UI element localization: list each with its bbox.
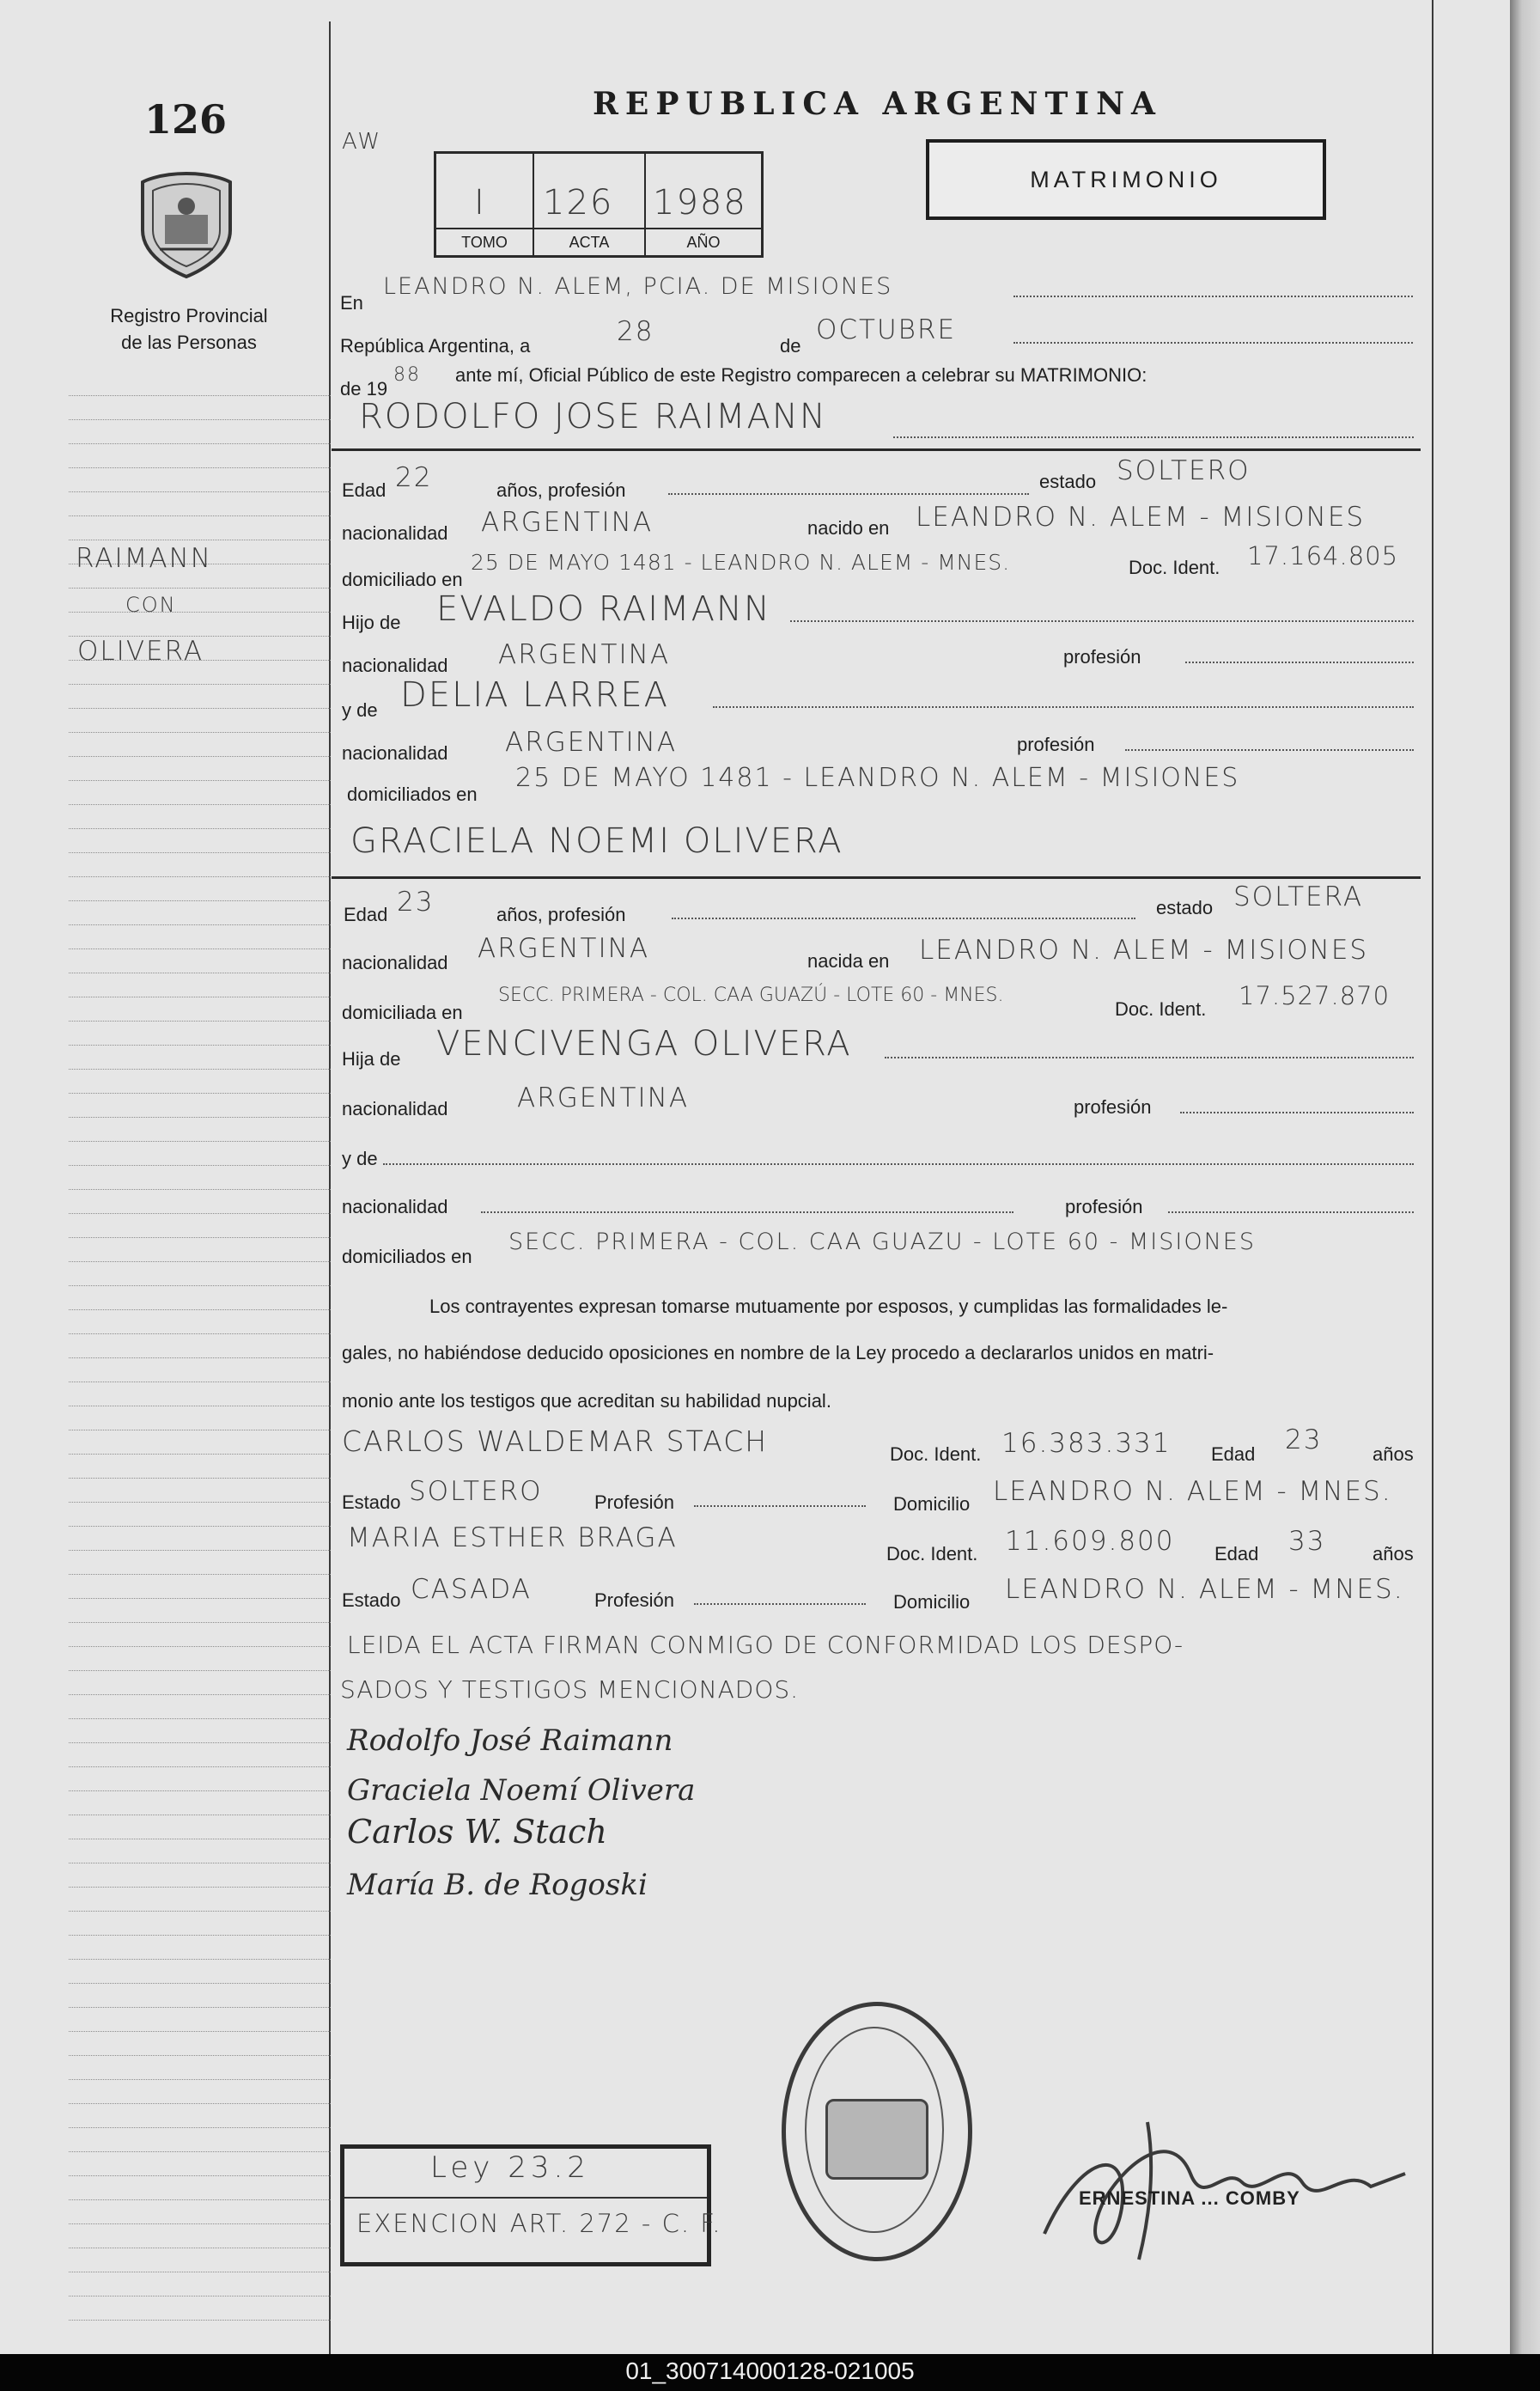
margin-rule-line [69, 467, 331, 468]
margin-rule-line [69, 1357, 331, 1358]
declaration-line-2: gales, no habiéndose deducido oposiciones en nombre de la Ley procedo a declararlos unidos en matri- [342, 1342, 1214, 1363]
margin-rule-line [69, 1333, 331, 1334]
margin-rule-line [69, 2127, 331, 2128]
margin-rule-line [69, 1093, 331, 1094]
groom-padres-dom: 25 DE MAYO 1481 - LEANDRO N. ALEM - MISIONES [515, 763, 1240, 793]
bride-domicilio: SECC. PRIMERA - COL. CAA GUAZÚ - LOTE 60 - MNES. [498, 985, 1004, 1006]
exemption-stamp [340, 2144, 722, 2266]
margin-rule-line [69, 1309, 331, 1310]
act-day: 28 [617, 316, 654, 347]
signature-bride: Graciela Noemí Olivera [347, 1773, 696, 1808]
registry-name [77, 302, 301, 356]
groom-padre-prof-label: profesión [1063, 646, 1141, 668]
margin-rule-line [69, 1598, 331, 1599]
declaration-line-1: Los contrayentes expresan tomarse mutuamente por esposos, y cumplidas las formalidades le- [429, 1296, 1228, 1317]
witness-2-anos-label: años [1373, 1543, 1414, 1565]
footer-bar [0, 2354, 1540, 2391]
witness-2-domicilio: LEANDRO N. ALEM - MNES. [1005, 1574, 1404, 1605]
bride-estado-label: estado [1156, 897, 1214, 918]
anio-label: AÑO [686, 234, 721, 251]
margin-rule-line [69, 828, 331, 829]
groom-dom-label: domiciliado en [342, 569, 463, 590]
groom-nacido-label: nacido en [807, 517, 890, 539]
bride-padres-dom: SECC. PRIMERA - COL. CAA GUAZU - LOTE 60 - MISIONES [508, 1229, 1256, 1255]
groom-nacionalidad: ARGENTINA [481, 507, 654, 538]
bride-edad-label: Edad [344, 904, 388, 925]
witness-1-anos-label: años [1373, 1443, 1414, 1465]
groom-madre-nac: ARGENTINA [505, 727, 678, 758]
margin-surname-2: OLIVERA [77, 636, 204, 667]
margin-rule-line [69, 852, 331, 853]
bride-doc: 17.527.870 [1239, 981, 1391, 1010]
margin-rule-line [69, 1021, 331, 1022]
margin-rule-line [69, 804, 331, 805]
groom-madre: DELIA LARREA [400, 675, 670, 715]
margin-rule-line [69, 1742, 331, 1743]
margin-rule-line [69, 612, 331, 613]
margin-rule-line [69, 948, 331, 949]
groom-anos-label: años, profesión [496, 479, 626, 501]
groom-hijo-label: Hijo de [342, 612, 401, 633]
margin-con: CON [125, 593, 177, 617]
provincial-seal-icon [136, 170, 237, 280]
margin-rule-line [69, 2223, 331, 2224]
groom-edad: 22 [395, 462, 433, 493]
margin-rule-line [69, 588, 331, 589]
act-year: 88 [393, 364, 421, 386]
margin-rule-line [69, 1718, 331, 1719]
margin-rule-line [69, 1935, 331, 1936]
groom-doms-label: domiciliados en [347, 784, 478, 805]
bride-padre-prof-label: profesión [1074, 1096, 1152, 1118]
groom-estado: SOLTERO [1117, 455, 1251, 486]
act-reference-box [434, 151, 764, 258]
bride-name: GRACIELA NOEMI OLIVERA [350, 821, 843, 861]
margin-rule-line [69, 2079, 331, 2080]
groom-nacido: LEANDRO N. ALEM - MISIONES [916, 502, 1366, 533]
groom-estado-label: estado [1039, 471, 1097, 492]
groom-padre: EVALDO RAIMANN [436, 589, 771, 629]
groom-padre-nac-label: nacionalidad [342, 655, 448, 676]
witness-1-dom-label: Domicilio [893, 1493, 971, 1515]
bride-padre-nac-label: nacionalidad [342, 1098, 448, 1119]
groom-edad-label: Edad [342, 479, 387, 501]
tomo-value: I [474, 183, 486, 223]
bride-nacida-label: nacida en [807, 950, 890, 972]
signature-witness-1: Carlos W. Stach [347, 1813, 607, 1851]
officer-stamp-name: ERNESTINA ... COMBY [1079, 2187, 1300, 2209]
witness-2-dom-label: Domicilio [893, 1591, 971, 1613]
bride-anos-label: años, profesión [496, 904, 626, 925]
margin-rule-line [69, 1189, 331, 1190]
bride-madre-nac-label: nacionalidad [342, 1196, 448, 1217]
left-margin-rule [329, 21, 331, 2354]
margin-rule-line [69, 2175, 331, 2176]
exemption-article: EXENCION ART. 272 - C. F. [356, 2209, 722, 2238]
margin-surname-1: RAIMANN [76, 543, 212, 574]
act-type-box [926, 139, 1326, 220]
groom-nac-label: nacionalidad [342, 522, 448, 544]
margin-rule-line [69, 1069, 331, 1070]
margin-rule-line [69, 684, 331, 685]
margin-rule-line [69, 876, 331, 877]
margin-rule-line [69, 1790, 331, 1791]
witness-1-doc-label: Doc. Ident. [890, 1443, 982, 1465]
tomo-label: TOMO [461, 234, 508, 251]
margin-rule-line [69, 1670, 331, 1671]
witness-1-estado: SOLTERO [409, 1476, 543, 1507]
witness-1-estado-label: Estado [342, 1491, 401, 1513]
bride-nacionalidad: ARGENTINA [478, 933, 650, 964]
bride-dom-label: domiciliada en [342, 1002, 463, 1023]
bride-doc-label: Doc. Ident. [1115, 998, 1207, 1020]
act-month: OCTUBRE [816, 314, 957, 345]
margin-rule-line [69, 1887, 331, 1888]
registry-line-1: Registro Provincial [110, 305, 268, 326]
margin-rule-line [69, 1694, 331, 1695]
witness-2-doc: 11.609.800 [1005, 1526, 1175, 1557]
groom-doc-label: Doc. Ident. [1129, 557, 1220, 578]
groom-yde-label: y de [342, 699, 378, 721]
margin-rule-line [69, 924, 331, 925]
groom-madre-prof-label: profesión [1017, 734, 1095, 755]
groom-madre-nac-label: nacionalidad [342, 742, 448, 764]
margin-rule-line [69, 2007, 331, 2008]
bride-padre: VENCIVENGA OLIVERA [436, 1024, 852, 1064]
exemption-law: Ley 23.2 [430, 2150, 590, 2185]
groom-name: RODOLFO JOSE RAIMANN [359, 397, 827, 436]
margin-rule-line [69, 2031, 331, 2032]
closing-line-2: SADOS Y TESTIGOS MENCIONADOS. [340, 1675, 800, 1704]
republica-label: República Argentina, a [340, 335, 531, 357]
bride-yde-label: y de [342, 1148, 378, 1169]
margin-rule-line [69, 1646, 331, 1647]
margin-rule-line [69, 2320, 331, 2321]
ante-text: ante mí, Oficial Público de este Registro comparecen a celebrar su MATRIMONIO: [455, 364, 1147, 386]
margin-rule-line [69, 1165, 331, 1166]
margin-rule-line [69, 1141, 331, 1142]
bride-doms-label: domiciliados en [342, 1246, 472, 1267]
registry-line-2: de las Personas [121, 332, 257, 353]
witness-2-edad-label: Edad [1214, 1543, 1259, 1565]
margin-rule-line [69, 1983, 331, 1984]
country-title: REPUBLICA ARGENTINA [593, 86, 1162, 122]
witness-2-estado: CASADA [411, 1574, 532, 1605]
acta-label: ACTA [569, 234, 610, 251]
margin-rule-line [69, 2103, 331, 2104]
de-label: de [780, 335, 801, 357]
margin-rule-line [69, 1117, 331, 1118]
margin-rule-line [69, 756, 331, 757]
margin-rule-line [69, 708, 331, 709]
en-label: En [340, 292, 363, 314]
margin-rule-line [69, 1526, 331, 1527]
bride-estado: SOLTERA [1233, 881, 1364, 912]
witness-1-prof-label: Profesión [594, 1491, 674, 1513]
page-number: 126 [144, 96, 228, 143]
right-margin-rule [1432, 0, 1433, 2354]
witness-1-name: CARLOS WALDEMAR STACH [342, 1424, 769, 1458]
anio-value: 1988 [653, 183, 747, 223]
margin-rule-line [69, 780, 331, 781]
witness-1-edad-label: Edad [1211, 1443, 1256, 1465]
margin-rule-line [69, 443, 331, 444]
margin-rule-line [69, 395, 331, 396]
witness-1-domicilio: LEANDRO N. ALEM - MNES. [993, 1476, 1392, 1507]
bride-nacida: LEANDRO N. ALEM - MISIONES [919, 935, 1369, 966]
witness-2-estado-label: Estado [342, 1589, 401, 1611]
margin-rule-line [69, 2151, 331, 2152]
witness-2-name: MARIA ESTHER BRAGA [347, 1522, 678, 1553]
officer-signature-icon [1027, 2105, 1422, 2277]
margin-rule-line [69, 1454, 331, 1455]
declaration-line-3: monio ante los testigos que acreditan su habilidad nupcial. [342, 1390, 831, 1412]
binding-edge [1510, 0, 1540, 2354]
official-oval-seal-icon [782, 2002, 972, 2261]
margin-rule-line [69, 1622, 331, 1623]
acta-value: 126 [543, 183, 614, 223]
margin-rule-line [69, 1285, 331, 1286]
margin-rule-line [69, 1502, 331, 1503]
groom-padre-nac: ARGENTINA [498, 639, 671, 670]
witness-1-doc: 16.383.331 [1001, 1428, 1172, 1459]
margin-rule-line [69, 1045, 331, 1046]
margin-rule-line [69, 1478, 331, 1479]
act-type-label: MATRIMONIO [1030, 167, 1222, 192]
signature-witness-2: María B. de Rogoski [347, 1868, 648, 1902]
reviewer-initials: AW [342, 129, 382, 155]
bride-edad: 23 [397, 887, 435, 918]
de19-label: de 19 [340, 378, 388, 400]
margin-rule-line [69, 2055, 331, 2056]
witness-2-edad: 33 [1288, 1526, 1326, 1557]
margin-rule-line [69, 515, 331, 516]
margin-rule-line [69, 1261, 331, 1262]
margin-rule-line [69, 1213, 331, 1214]
witness-1-edad: 23 [1285, 1424, 1323, 1455]
groom-domicilio: 25 DE MAYO 1481 - LEANDRO N. ALEM - MNES. [471, 550, 1011, 575]
margin-rule-line [69, 1550, 331, 1551]
margin-rule-line [69, 1574, 331, 1575]
footer-id: 01_300714000128-021005 [625, 2357, 915, 2384]
act-place: LEANDRO N. ALEM, PCIA. DE MISIONES [383, 273, 893, 300]
witness-2-prof-label: Profesión [594, 1589, 674, 1611]
margin-rule-line [69, 419, 331, 420]
bride-nac-label: nacionalidad [342, 952, 448, 973]
witness-2-doc-label: Doc. Ident. [886, 1543, 978, 1565]
closing-line-1: LEIDA EL ACTA FIRMAN CONMIGO DE CONFORMIDAD LOS DESPO- [347, 1631, 1184, 1659]
margin-rule-line [69, 1911, 331, 1912]
margin-rule-line [69, 1766, 331, 1767]
margin-rule-line [69, 732, 331, 733]
bride-padre-nac: ARGENTINA [517, 1083, 690, 1113]
margin-rule-line [69, 900, 331, 901]
bride-madre-prof-label: profesión [1065, 1196, 1143, 1217]
bride-hija-label: Hija de [342, 1048, 401, 1070]
groom-doc: 17.164.805 [1247, 541, 1399, 570]
margin-rule-line [69, 1959, 331, 1960]
margin-rule-line [69, 1237, 331, 1238]
margin-rule-line [69, 491, 331, 492]
margin-rule-line [69, 2199, 331, 2200]
signature-groom: Rodolfo José Raimann [347, 1723, 673, 1758]
